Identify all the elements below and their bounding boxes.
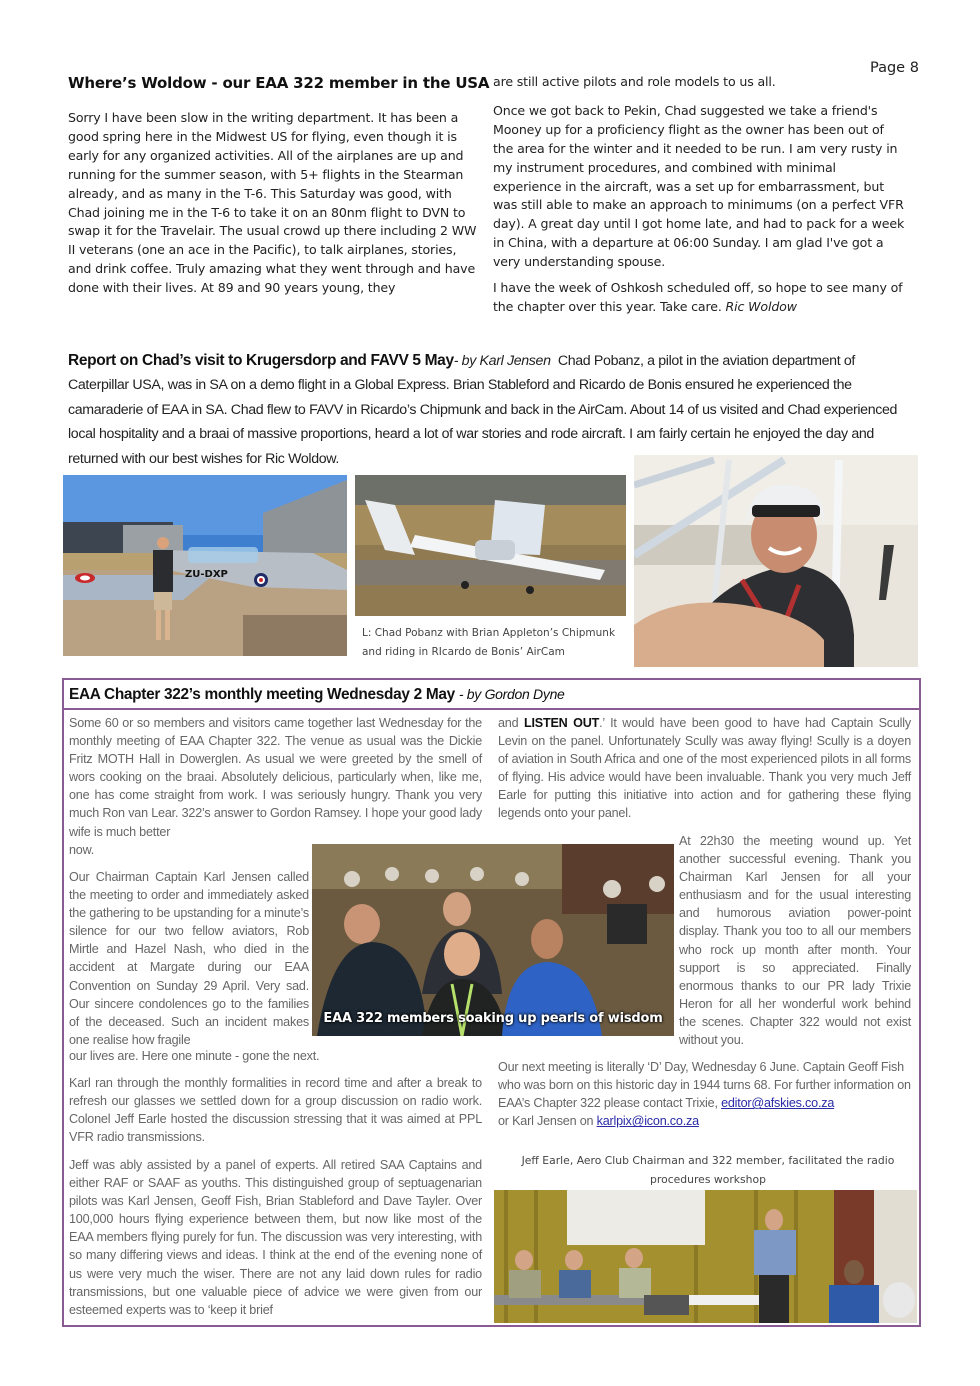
article-title-woldow: Where’s Woldow - our EAA 322 member in the USA xyxy=(68,74,490,92)
paragraph-text: .’ It would have been good to have had Captain Scully Levin on the panel. Unfortunately Scully was away flying! Scully is a doyen of aviation in South Africa and one of the most experienced pilots in all forms of flying. His advice would have been invaluable. Thank you very much Jeff Earle for putting this initiative into action and for gathering these flying legends onto your panel. xyxy=(498,716,911,821)
meeting-paragraph-4: Jeff was ably assisted by a panel of experts. All retired SAA Captains and either RAF or SAAF as youths. This distinguished group of septuagenarian pilots was Karl Jensen, Geoff Fish, Brian Stableford and Dave Tayler. Over 100,000 hours flying experience between them, but now like most of the EAA members flying purely for fun. The discussion was very interesting, with so many differing views and ideas. I think at the end of the evening none of us were very much the wiser. There are not any laid down rules for radio transmissions, but one valuable piece of advice we were given from our esteemed experts was to ‘keep it brief xyxy=(69,1158,482,1317)
meeting-paragraph-5 xyxy=(498,714,911,823)
photo-overlay-caption: EAA 322 members soaking up pearls of wisdom xyxy=(323,1011,663,1026)
paragraph: Sorry I have been slow in the writing department. It has been a good spring here in the Midwest US for flying, even though it is early for any organized activities. All of the airplanes are up and running for the summer season, with 5+ flights in the Stearman already, and as many in the T-6. This Saturday was good, with Chad joining me in the T-6 to take it on an 80nm flight to DVN to swap it for the Travelair. The usual crowd up there including 2 WW II veterans (one an ace in the Pacific), to talk airplanes, stories, and drink coffee. Truly amazing what they went through and have done with their lives. At 89 and 90 years young, they xyxy=(68,110,477,296)
photo-caption-report: L: Chad Pobanz with Brian Appleton’s Chipmunk and riding in RIcardo de Bonis’ AirCam xyxy=(362,627,616,658)
paragraph xyxy=(493,279,905,317)
email-link-trixie[interactable]: editor@afskies.co.za xyxy=(721,1096,835,1111)
report-title: Report on Chad’s visit to Krugersdorp and FAVV 5 May xyxy=(68,352,454,369)
paragraph-text: Our next meeting is literally ‘D’ Day, Wednesday 6 June. Captain Geoff Fish who was born on this historic day in 1944 turns 68. For further information on EAA’s Chapter 322 please contact Trixie, xyxy=(498,1060,911,1111)
photo-caption-workshop: Jeff Earle, Aero Club Chairman and 322 member, facilitated the radio procedures workshop xyxy=(521,1154,895,1186)
meeting-paragraph-6: At 22h30 the meeting wound up. Yet another successful evening. Thank you Chairman Karl Jensen for all your enthusiasm and for the usual interesting and humorous aviation power-point display. Thank you too to all our members who rock up month after month. Your support is so appreciated. Finally enormous thanks to our PR lady Trixie Heron for all her wonderful work behind the scenes. Chapter 322 would not exist without you. xyxy=(679,834,911,1048)
aircraft-registration: ZU-DXP xyxy=(185,569,228,580)
meeting-paragraph-1-end: now. xyxy=(69,843,95,857)
paragraph-text: or Karl Jensen on xyxy=(498,1114,594,1129)
report-body: Chad Pobanz, a pilot in the aviation department of Caterpillar USA, was in SA on a demo flight in a Global Express. Brian Stableford and Ricardo de Bonis ensured he experienced the camaraderie of EAA in SA. Chad flew to FAVV in Ricardo’s Chipmunk and back in the AirCam. About 14 of us visited and Chad experienced local hospitality and a braai of massive proportions, heard a lot of war stories and rode aircraft. I am fairly certain he enjoyed the day and returned with our best wishes for Ric Woldow. xyxy=(68,353,898,467)
paragraph: Once we got back to Pekin, Chad suggested we take a friend's Mooney up for a proficiency flight as the owner has been out of the area for the winter and it needed to be run. I am very rusty in my instrument procedures, and combined with minimal experience in the aircraft, was a set up for embarrassment, but was still able to make an approach to minimums (on a perfect VFR day). A great day until I got home late, and had to pack for a week in China, with a departure at 06:00 Sunday. I am glad I've got a very understanding spouse. xyxy=(493,102,905,270)
page-number: Page 8 xyxy=(870,60,919,76)
photo-meeting-audience xyxy=(312,844,674,1036)
signature: Ric Woldow xyxy=(725,298,797,314)
photo-chad-pobanz xyxy=(634,455,918,667)
meeting-paragraph-3: Karl ran through the monthly formalities in record time and after a break to refresh our glasses we settled down for a group discussion on radio work. Colonel Jeff Earle hosted the discussion stressing that it was aimed at PPL VFR radio transmissions. xyxy=(69,1076,482,1145)
meeting-paragraph-1 xyxy=(69,714,482,841)
photo-aircam xyxy=(355,475,626,616)
photo-chipmunk xyxy=(63,475,347,656)
meeting-paragraph-2: Our Chairman Captain Karl Jensen called the meeting to order and immediately asked the gathering to be upstanding for a minute’s silence for our two fellow aviators, Rob Mirtle and Hazel Nash, who died in the accident at Margate during our EAA Convention on Sunday 29 April. Very sad. Our sincere condolences go to the families of the deceased. Such an incident makes one realise how fragile xyxy=(69,870,310,1047)
article-woldow-right-column xyxy=(493,73,905,324)
email-link-karl[interactable]: karlpix@icon.co.za xyxy=(596,1114,699,1129)
meeting-byline: - by Gordon Dyne xyxy=(458,686,565,702)
meeting-title-text: EAA Chapter 322’s monthly meeting Wednesday 2 May xyxy=(69,686,455,703)
paragraph-text: I have the week of Oshkosh scheduled off, so hope to see many of the chapter over this year. Take care. xyxy=(493,280,903,314)
photo-radio-workshop xyxy=(494,1190,917,1323)
listen-out-emphasis: LISTEN OUT xyxy=(523,716,600,730)
meeting-paragraph-7 xyxy=(498,1058,918,1130)
article-woldow-left-column xyxy=(68,109,478,305)
report-article xyxy=(68,349,918,471)
paragraph-text: Some 60 or so members and visitors came together last Wednesday for the monthly meeting of EAA Chapter 322. The venue as usual was the Dickie Fritz MOTH Hall in Dowerglen. As usual we were greeted by the smell of wors cooking on the braai. Absolutely delicious, particularly when, like me, one has come straight from work. I was seriously hungry. Thank you very much Ron van Lear. 322’s answer to Gordon Ramsey. I hope your good lady wife is much better xyxy=(69,716,482,839)
report-byline: - by Karl Jensen xyxy=(453,353,551,369)
meeting-article-title xyxy=(69,686,565,704)
paragraph: are still active pilots and role models to us all. xyxy=(493,74,776,89)
paragraph-text: and xyxy=(498,716,519,730)
meeting-paragraph-2-end: our lives are. Here one minute - gone the next. xyxy=(69,1049,320,1063)
